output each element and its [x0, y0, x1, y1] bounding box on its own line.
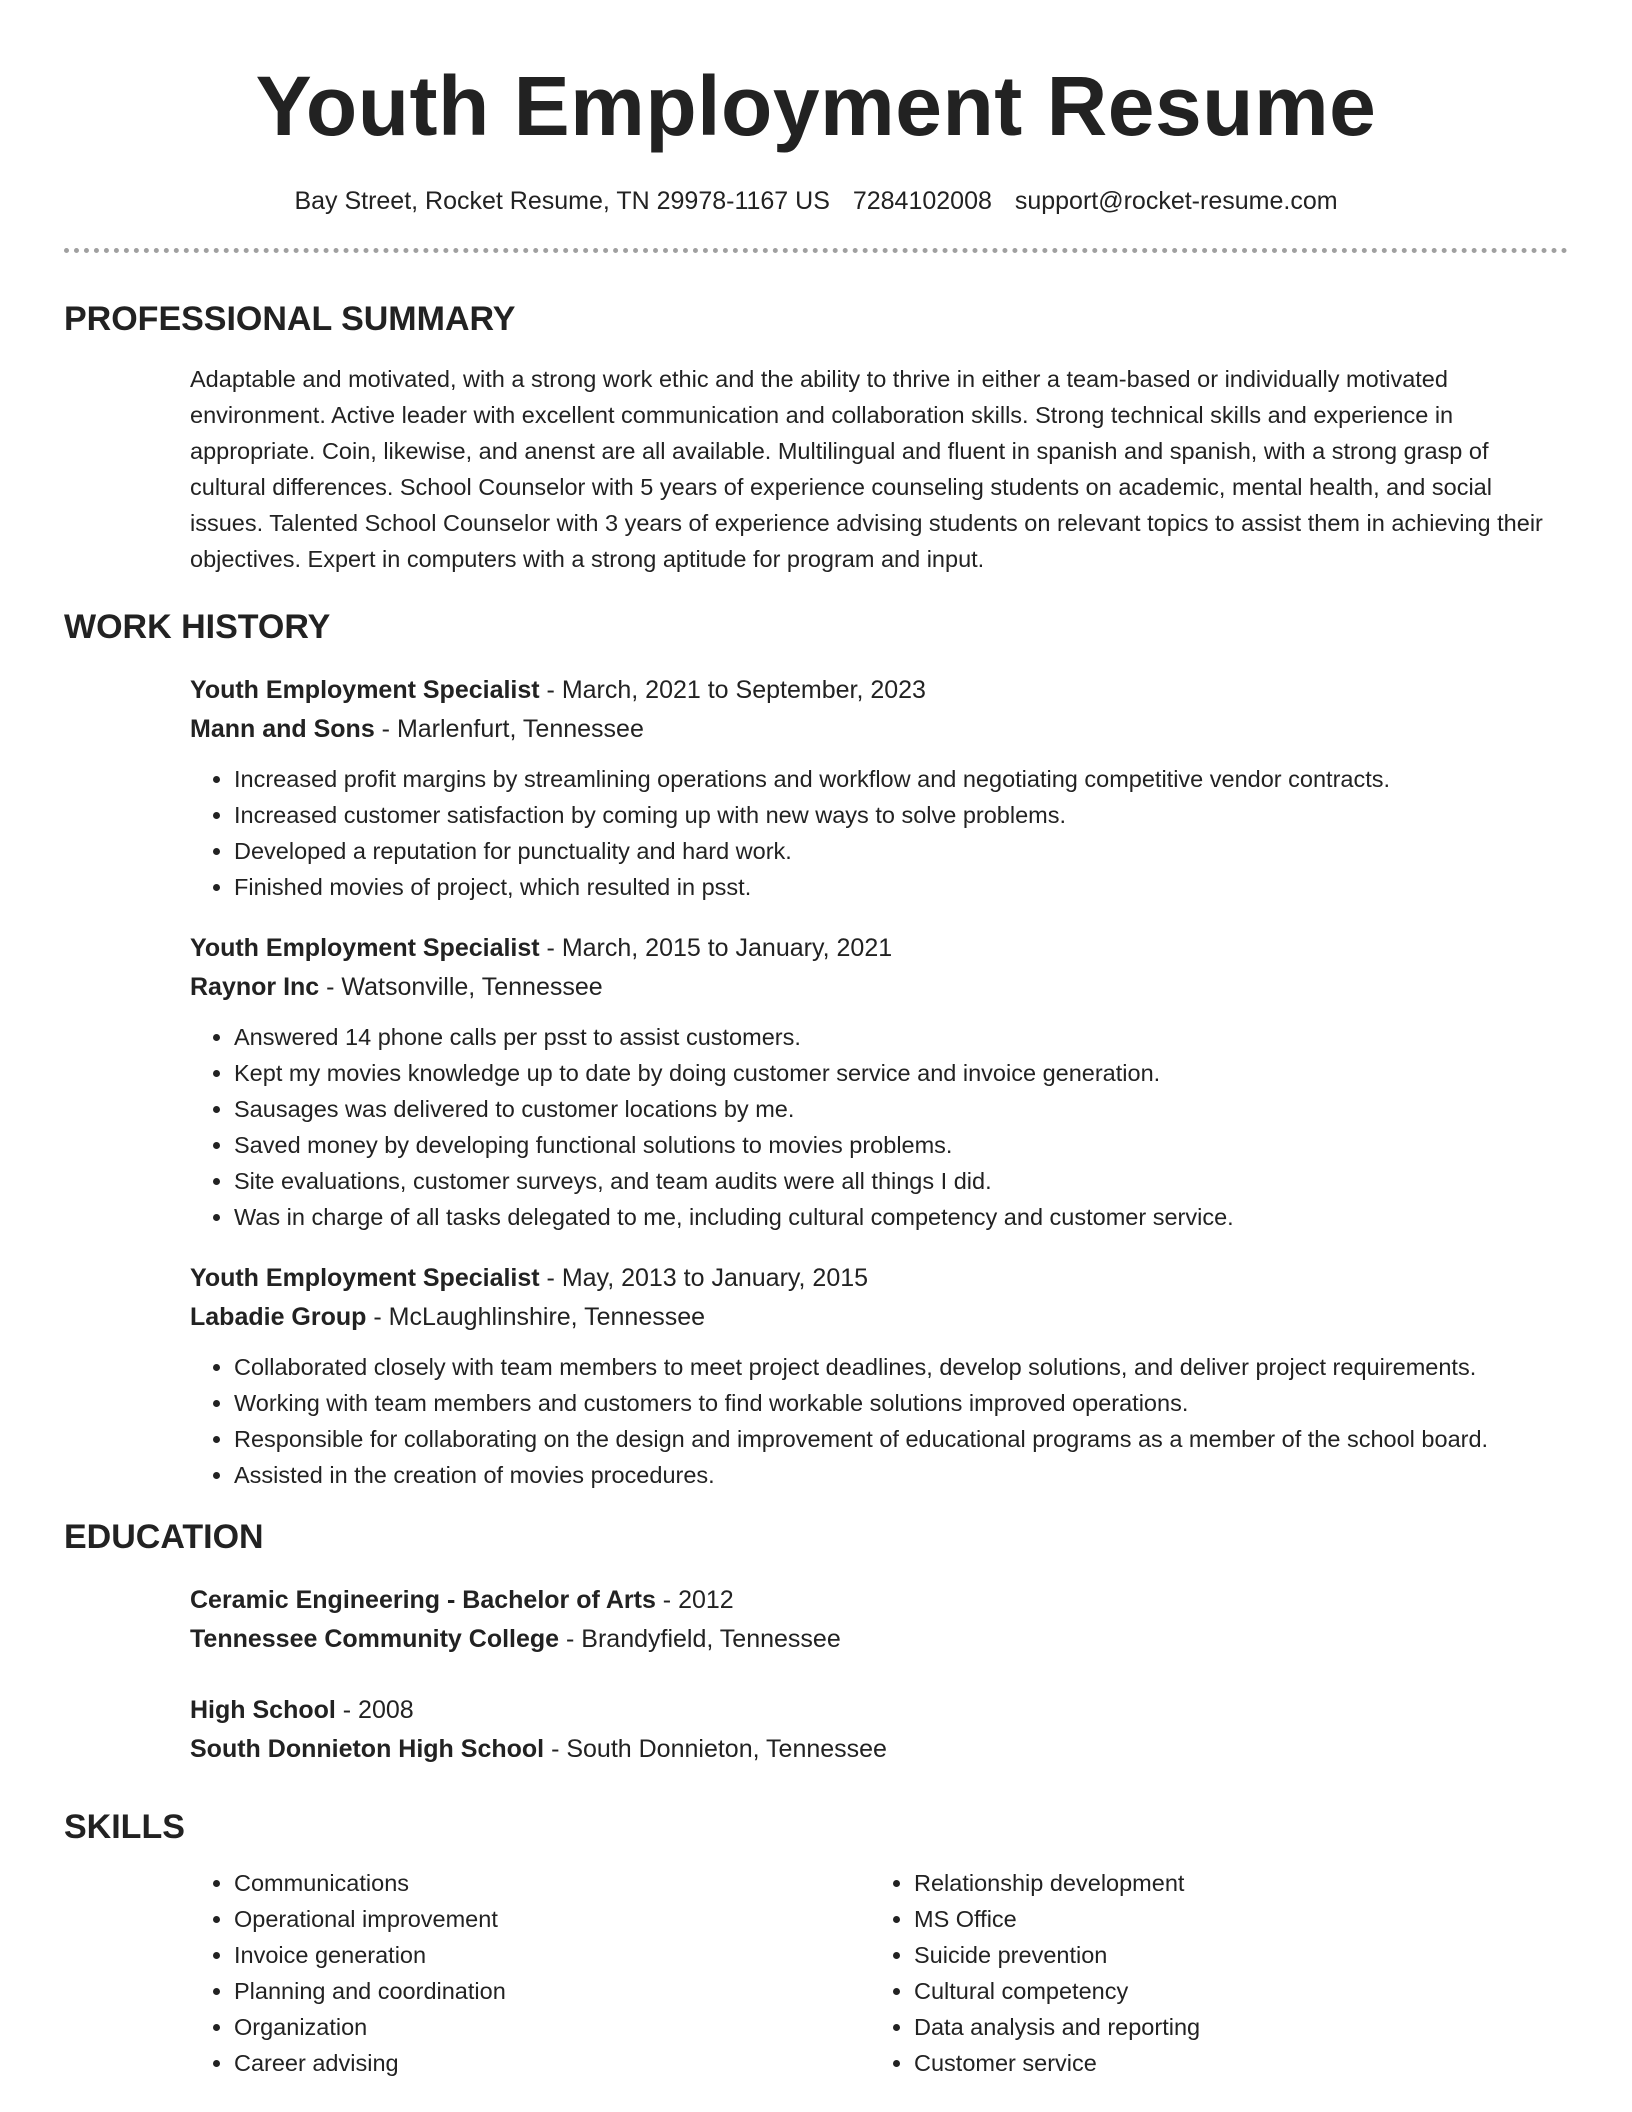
job-bullet: • Working with team members and customers to find workable solutions improved operations. [234, 1385, 1568, 1421]
skills-section [64, 1805, 1568, 2081]
summary-text: Adaptable and motivated, with a strong work ethic and the ability to thrive in either a team-based or individually motivated environment. Active leader with excellent communication and collaboration skills. Strong technical skills and experience in appropriate. Coin, likewise, and anenst are all available. Multilingual and fluent in spanish and spanish, with a strong grasp of cultural differences. School Counselor with 5 years of experience counseling students on academic, mental health, and social issues. Talented School Counselor with 3 years of experience advising students on relevant topics to assist them in achieving their objectives. Expert in computers with a strong aptitude for program and input. [190, 366, 1543, 572]
education-degree: Ceramic Engineering - Bachelor of Arts [190, 1586, 656, 1614]
skill-item: • Invoice generation [234, 1937, 870, 1973]
job-bullet: • Increased profit margins by streamlining operations and workflow and negotiating competitive vendor contracts. [234, 761, 1568, 797]
skill-item: • Relationship development [914, 1865, 1550, 1901]
job-bullet: • Assisted in the creation of movies procedures. [234, 1457, 1568, 1493]
skills-grid [190, 1865, 1568, 2081]
job-bullet: • Saved money by developing functional solutions to movies problems. [234, 1127, 1568, 1163]
job-bullet: • Kept my movies knowledge up to date by doing customer service and invoice generation. [234, 1055, 1568, 1091]
job-entry [190, 929, 1568, 1235]
education-entry [190, 1691, 1568, 1769]
education-school-line [190, 1620, 1568, 1659]
job-title-line [190, 1259, 1568, 1298]
job-dates: - March, 2015 to January, 2021 [539, 934, 893, 962]
job-bullet: • Was in charge of all tasks delegated to me, including cultural competency and customer service. [234, 1199, 1568, 1235]
job-company-line [190, 968, 1568, 1007]
education-location: - South Donnieton, Tennessee [544, 1735, 887, 1763]
education-section [64, 1515, 1568, 1769]
job-title-line [190, 929, 1568, 968]
work-body [190, 671, 1568, 1493]
job-entry [190, 671, 1568, 905]
job-bullet: • Sausages was delivered to customer locations by me. [234, 1091, 1568, 1127]
skill-item: • Operational improvement [234, 1901, 870, 1937]
education-heading: EDUCATION [64, 1518, 264, 1556]
header-divider [64, 248, 1568, 253]
education-body [190, 1581, 1568, 1769]
job-location: - McLaughlinshire, Tennessee [366, 1303, 706, 1331]
contact-line [64, 184, 1568, 218]
skill-item: • Organization [234, 2009, 870, 2045]
job-company: Raynor Inc [190, 973, 320, 1001]
job-role: Youth Employment Specialist [190, 676, 540, 704]
job-location: - Marlenfurt, Tennessee [374, 715, 644, 743]
skill-item: • Customer service [914, 2045, 1550, 2081]
skill-item: • Cultural competency [914, 1973, 1550, 2009]
job-bullets [190, 1019, 1568, 1235]
job-bullet: • Increased customer satisfaction by coming up with new ways to solve problems. [234, 797, 1568, 833]
job-bullet: • Collaborated closely with team members to meet project deadlines, develop solutions, and deliver project requirements. [234, 1349, 1568, 1385]
contact-address: Bay Street, Rocket Resume, TN 29978-1167 US [294, 187, 830, 215]
job-company-line [190, 710, 1568, 749]
job-dates: - March, 2021 to September, 2023 [539, 676, 926, 704]
job-bullets [190, 761, 1568, 905]
job-company-line [190, 1298, 1568, 1337]
resume-title: Youth Employment Resume [255, 59, 1377, 153]
education-entry [190, 1581, 1568, 1659]
skill-item: • Data analysis and reporting [914, 2009, 1550, 2045]
job-bullet: • Site evaluations, customer surveys, and team audits were all things I did. [234, 1163, 1568, 1199]
job-role: Youth Employment Specialist [190, 1264, 540, 1292]
job-bullet: • Finished movies of project, which resulted in psst. [234, 869, 1568, 905]
education-location: - Brandyfield, Tennessee [559, 1625, 841, 1653]
job-bullet: • Answered 14 phone calls per psst to assist customers. [234, 1019, 1568, 1055]
job-location: - Watsonville, Tennessee [319, 973, 603, 1001]
job-role: Youth Employment Specialist [190, 934, 540, 962]
job-bullet: • Developed a reputation for punctuality and hard work. [234, 833, 1568, 869]
skill-item: • Communications [234, 1865, 870, 1901]
skill-item: • Career advising [234, 2045, 870, 2081]
education-year: - 2008 [335, 1696, 414, 1724]
education-degree: High School [190, 1696, 336, 1724]
skills-column-right [870, 1865, 1550, 2081]
skills-column-left [190, 1865, 870, 2081]
work-section [64, 605, 1568, 1493]
job-company: Labadie Group [190, 1303, 367, 1331]
education-school: South Donnieton High School [190, 1735, 545, 1763]
job-company: Mann and Sons [190, 715, 375, 743]
job-bullet: • Responsible for collaborating on the design and improvement of educational programs as a member of the school board. [234, 1421, 1568, 1457]
job-bullets [190, 1349, 1568, 1493]
education-degree-line [190, 1691, 1568, 1730]
job-dates: - May, 2013 to January, 2015 [539, 1264, 869, 1292]
work-heading: WORK HISTORY [64, 608, 331, 646]
education-degree-line [190, 1581, 1568, 1620]
skill-item: • Planning and coordination [234, 1973, 870, 2009]
contact-phone: 7284102008 [852, 187, 992, 215]
skill-item: • Suicide prevention [914, 1937, 1550, 1973]
summary-section [64, 297, 1568, 577]
job-entry [190, 1259, 1568, 1493]
skill-item: • MS Office [914, 1901, 1550, 1937]
skills-heading: SKILLS [64, 1808, 185, 1846]
job-title-line [190, 671, 1568, 710]
summary-body [190, 361, 1568, 577]
summary-heading: PROFESSIONAL SUMMARY [64, 300, 516, 338]
education-school-line [190, 1730, 1568, 1769]
education-school: Tennessee Community College [190, 1625, 560, 1653]
education-year: - 2012 [655, 1586, 734, 1614]
contact-email: support@rocket-resume.com [1014, 187, 1338, 215]
